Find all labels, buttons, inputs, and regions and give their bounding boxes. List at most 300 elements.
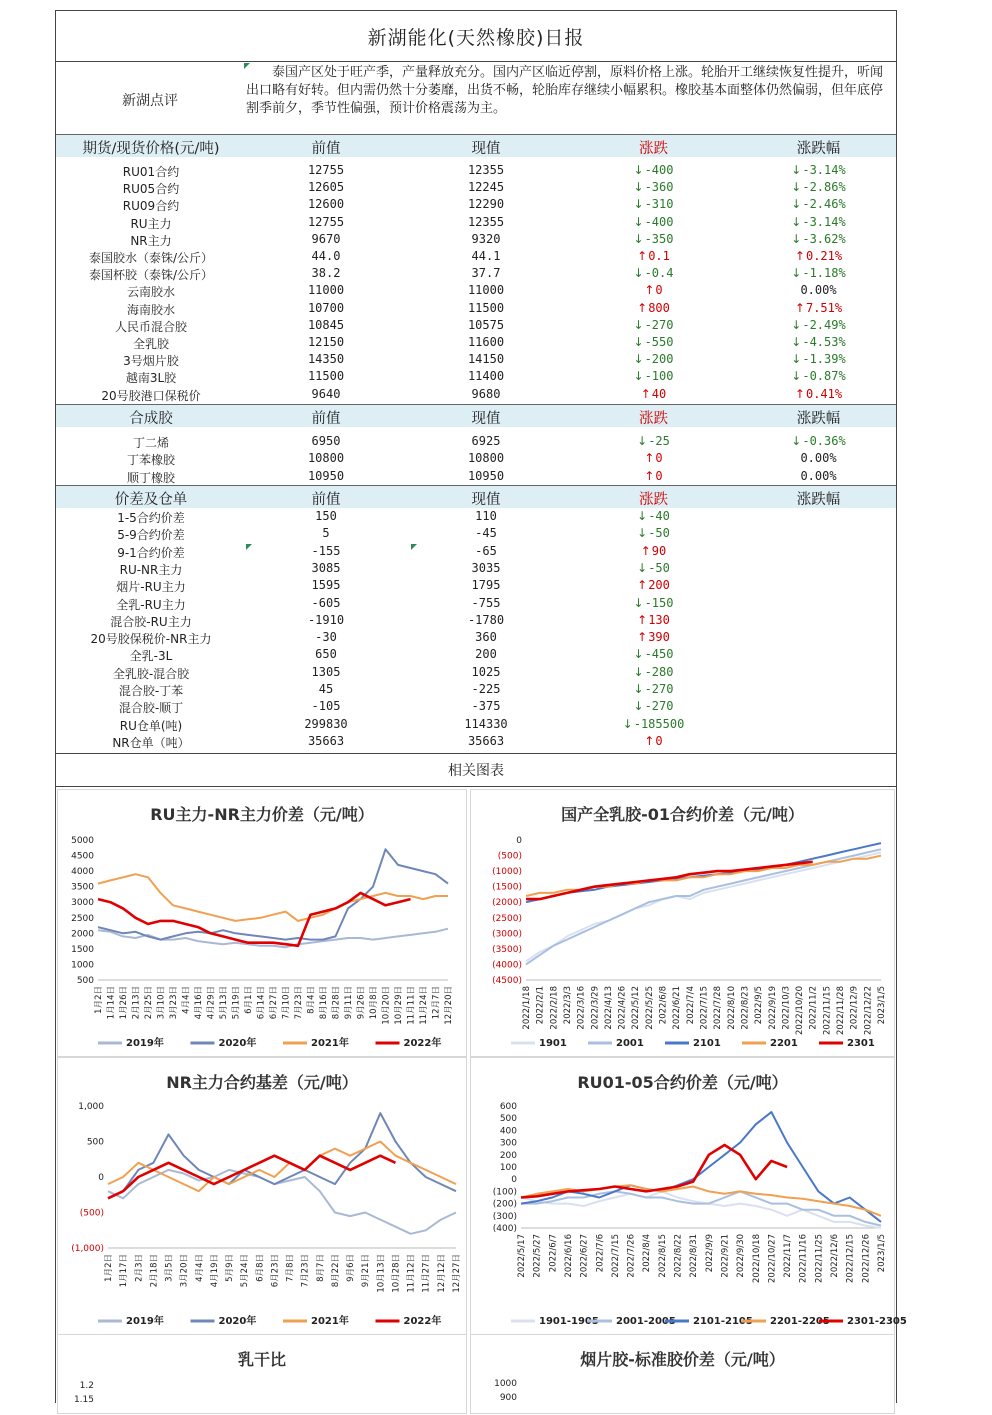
arrow-down-icon: ↓ (637, 434, 648, 448)
row-label: 海南胶水 (126, 302, 175, 317)
legend-label: 2101 (693, 1038, 721, 1049)
x-tick-label: 10月20日 (381, 986, 392, 1025)
legend-label: 1901-1905 (539, 1316, 599, 1327)
futures-row (56, 215, 896, 232)
row-label: 顺丁橡胶 (126, 470, 175, 485)
x-tick-label: 9月21日 (361, 1254, 372, 1288)
x-tick-label: 2022/12/9 (849, 986, 860, 1030)
chart-2 (470, 789, 895, 1057)
change-value: ↑200 (637, 578, 670, 593)
x-tick-label: 2022/7/28 (713, 986, 724, 1030)
y-tick-label: 1000 (71, 960, 94, 971)
curr-value: -1780 (467, 612, 505, 627)
curr-value: 12355 (467, 214, 505, 229)
synthetic-row (56, 434, 896, 451)
prev-value: -155 (311, 543, 341, 558)
spreads-row (56, 717, 896, 734)
x-tick-label: 5月13日 (219, 986, 229, 1020)
change-value: ↓-50 (637, 526, 670, 541)
y-tick-label: 900 (499, 1393, 517, 1403)
x-tick-label: 1月17日 (119, 1254, 130, 1288)
row-label: 烟片-RU主力 (116, 580, 186, 595)
spreads-row (56, 544, 896, 561)
x-tick-label: 2022/2/18 (549, 986, 560, 1030)
curr-value: 114330 (464, 716, 508, 731)
prev-value: -605 (311, 595, 341, 610)
x-tick-label: 2022/7/4 (685, 986, 696, 1025)
x-tick-label: 9月11日 (344, 986, 354, 1020)
y-tick-label: (4000) (492, 960, 522, 971)
change-value: ↑800 (637, 300, 670, 315)
arrow-down-icon: ↓ (791, 369, 802, 384)
prev-value: 44.0 (311, 249, 341, 263)
prev-value: 3085 (311, 560, 341, 575)
change-value: ↓-40 (637, 509, 670, 523)
row-label: 全乳胶-混合胶 (112, 666, 190, 681)
curr-value: -225 (471, 682, 501, 696)
x-tick-label: 9月26日 (356, 986, 367, 1020)
y-tick-label: 1500 (71, 944, 94, 955)
arrow-down-icon: ↓ (791, 434, 802, 448)
arrow-down-icon: ↓ (791, 214, 802, 229)
change-value: ↓-350 (633, 231, 674, 246)
arrow-down-icon: ↓ (633, 163, 644, 177)
arrow-down-icon: ↓ (633, 682, 644, 696)
change-pct: ↓-2.86% (791, 180, 846, 195)
x-tick-label: 2022/11/25 (814, 1234, 825, 1283)
prev-value: -30 (315, 630, 337, 645)
row-label: 泰国胶水（泰铢/公斤） (88, 251, 214, 265)
chart-title: RU主力-NR主力价差（元/吨） (150, 805, 374, 824)
prev-value: 10800 (307, 451, 345, 466)
x-tick-label: 7月8日 (285, 1254, 296, 1282)
arrow-down-icon: ↓ (791, 197, 802, 212)
legend-label: 2022年 (403, 1316, 442, 1327)
y-tick-label: 100 (499, 1163, 517, 1173)
spreads-row (56, 734, 896, 751)
arrow-down-icon: ↓ (633, 197, 644, 212)
futures-header-row (56, 134, 896, 157)
y-tick-label: 3500 (71, 882, 94, 893)
change-value: ↑0 (644, 451, 663, 466)
arrow-up-icon: ↑ (794, 300, 805, 315)
change-pct: 0.00% (800, 283, 837, 298)
row-label: 全乳-RU主力 (116, 597, 186, 612)
row-label: 全乳-3L (129, 649, 173, 664)
row-label: 混合胶-RU主力 (110, 614, 192, 629)
change-value: ↓-310 (633, 197, 674, 212)
change-pct: ↑0.41% (794, 386, 843, 401)
chart-svg (58, 1058, 468, 1336)
x-tick-label: 2022/9/30 (736, 1234, 747, 1278)
spreads-header-1: 前值 (311, 492, 341, 508)
x-tick-label: 8月4日 (306, 986, 317, 1014)
change-pct: ↓-1.18% (791, 266, 846, 281)
futures-row (56, 387, 896, 404)
x-tick-label: 8月7日 (315, 1254, 326, 1282)
prev-value: 1305 (311, 664, 341, 679)
synthetic-header-row (56, 404, 896, 427)
legend-label: 2020年 (218, 1316, 257, 1327)
x-tick-label: 2022/7/15 (610, 1234, 621, 1278)
x-tick-label: 3月20日 (179, 1254, 190, 1288)
change-value: ↑0 (644, 733, 663, 748)
change-pct: ↓-3.14% (791, 163, 846, 177)
spreads-header-2: 现值 (471, 492, 501, 508)
change-value: ↓-270 (633, 699, 674, 714)
arrow-down-icon: ↓ (637, 560, 648, 575)
curr-value: 11600 (467, 335, 505, 349)
futures-row (56, 163, 896, 180)
chart-title: NR主力合约基差（元/吨） (166, 1073, 358, 1092)
series-line (526, 852, 881, 961)
futures-header-1: 前值 (311, 141, 341, 157)
change-pct: ↓-4.53% (791, 335, 846, 349)
change-value: ↓-25 (637, 434, 670, 448)
synthetic-header-2: 现值 (471, 411, 501, 427)
y-tick-label: (500) (79, 1208, 104, 1219)
row-label: 丁苯橡胶 (126, 453, 175, 468)
curr-value: 12355 (467, 163, 505, 177)
x-tick-label: 11月11日 (406, 986, 417, 1025)
y-tick-label: 500 (499, 1114, 517, 1125)
y-tick-label: (300) (492, 1211, 517, 1222)
curr-value: -375 (471, 699, 501, 714)
x-tick-label: 3月5日 (164, 1254, 175, 1282)
spreads-row (56, 509, 896, 526)
x-tick-label: 2022/12/15 (845, 1234, 856, 1283)
x-tick-label: 2月3日 (134, 1254, 145, 1282)
chart-5 (57, 1334, 467, 1414)
x-tick-label: 3月10日 (156, 986, 167, 1020)
prev-value: 11000 (307, 283, 345, 298)
curr-value: 360 (475, 630, 497, 645)
x-tick-label: 2022/5/27 (532, 1234, 543, 1278)
spreads-header-4: 涨跌幅 (796, 492, 841, 508)
prev-value: 9670 (311, 231, 341, 246)
y-tick-label: (3500) (492, 944, 522, 955)
y-tick-label: 500 (76, 976, 94, 986)
prev-value: 45 (318, 682, 334, 696)
report-title: 新湖能化(天然橡胶)日报 (56, 11, 896, 62)
arrow-up-icon: ↑ (644, 733, 655, 748)
y-tick-label: 5000 (71, 836, 94, 846)
row-label: 越南3L胶 (125, 371, 177, 386)
x-tick-label: 8月28日 (331, 986, 342, 1020)
curr-value: 35663 (467, 733, 505, 748)
futures-row (56, 180, 896, 197)
chart-svg (471, 790, 896, 1058)
chart-svg (58, 1335, 468, 1415)
legend-label: 2019年 (126, 1038, 164, 1049)
change-value: ↓-50 (637, 560, 670, 575)
chart-title: 乳干比 (237, 1350, 286, 1369)
x-tick-label: 1月2日 (94, 986, 104, 1014)
arrow-up-icon: ↑ (640, 543, 651, 558)
x-tick-label: 3月23日 (169, 986, 179, 1020)
curr-value: 110 (475, 509, 497, 523)
legend-label: 2301 (847, 1038, 875, 1049)
change-value: ↓-360 (633, 180, 674, 195)
arrow-down-icon: ↓ (633, 214, 644, 229)
spreads-header-row (56, 485, 896, 508)
x-tick-label: 2022/4/13 (603, 986, 614, 1030)
y-tick-label: (2500) (492, 913, 522, 924)
arrow-down-icon: ↓ (791, 266, 802, 281)
y-tick-label: 1.2 (79, 1381, 94, 1391)
arrow-down-icon: ↓ (633, 699, 644, 714)
series-line (98, 874, 448, 921)
curr-value: 44.1 (471, 249, 501, 263)
futures-row (56, 283, 896, 300)
x-tick-label: 2022/8/31 (689, 1234, 700, 1278)
synthetic-row (56, 469, 896, 486)
prev-value: 299830 (304, 716, 348, 731)
row-label: 混合胶-丁苯 (118, 684, 184, 698)
synthetic-header-4: 涨跌幅 (796, 411, 841, 427)
x-tick-label: 12月27日 (452, 1254, 462, 1293)
curr-value: 1025 (471, 664, 501, 679)
chart-svg (471, 1058, 907, 1336)
arrow-up-icon: ↑ (640, 386, 651, 401)
x-tick-label: 2022/7/15 (699, 986, 710, 1030)
row-label: 混合胶-顺丁 (118, 701, 184, 716)
prev-value: 10845 (307, 317, 345, 332)
spreads-header-3: 涨跌 (639, 492, 668, 508)
y-tick-label: 0 (516, 836, 522, 846)
spreads-header-0: 价差及仓单 (114, 492, 188, 508)
curr-value: 11400 (467, 369, 505, 384)
arrow-up-icon: ↑ (637, 300, 648, 315)
spreads-row (56, 682, 896, 699)
arrow-down-icon: ↓ (791, 335, 802, 349)
change-value: ↑0 (644, 468, 663, 483)
legend-label: 2019年 (126, 1316, 164, 1327)
chart-4 (470, 1057, 907, 1335)
arrow-up-icon: ↑ (637, 630, 648, 645)
x-tick-label: 2022/10/3 (781, 986, 792, 1030)
spreads-row (56, 526, 896, 543)
curr-value: 11500 (467, 300, 505, 315)
y-tick-label: (1000) (492, 867, 522, 878)
arrow-up-icon: ↑ (644, 451, 655, 466)
row-label: NR仓单（吨） (112, 735, 190, 750)
legend-label: 1901 (539, 1038, 567, 1049)
x-tick-label: 2022/2/1 (535, 986, 546, 1025)
arrow-down-icon: ↓ (637, 526, 648, 541)
legend-label: 2101-2105 (693, 1316, 753, 1327)
spreads-row (56, 647, 896, 664)
spreads-row (56, 596, 896, 613)
x-tick-label: 2022/9/5 (754, 986, 765, 1025)
curr-value: 200 (475, 647, 497, 662)
prev-value: -1910 (307, 612, 345, 627)
chart-title: 国产全乳胶-01合约价差（元/吨） (561, 805, 804, 824)
synthetic-header-1: 前值 (311, 411, 341, 427)
row-label: 云南胶水 (126, 285, 175, 300)
x-tick-label: 2022/6/21 (672, 986, 683, 1030)
x-tick-label: 2022/9/9 (704, 1234, 715, 1273)
change-pct: 0.00% (800, 451, 837, 466)
y-tick-label: (400) (492, 1224, 517, 1234)
prev-value: 650 (315, 647, 337, 662)
y-tick-label: (2000) (492, 898, 522, 909)
y-tick-label: 600 (499, 1102, 517, 1112)
x-tick-label: 4月4日 (194, 1254, 205, 1282)
x-tick-label: 12月12日 (436, 1254, 447, 1293)
row-label: NR主力 (130, 233, 172, 248)
spreads-row (56, 699, 896, 716)
curr-value: 14150 (467, 352, 505, 367)
x-tick-label: 2022/6/8 (658, 986, 669, 1025)
change-pct: ↓-1.39% (791, 352, 846, 367)
change-value: ↑390 (637, 630, 670, 645)
prev-value: 12150 (307, 335, 345, 349)
x-tick-label: 2022/11/2 (808, 986, 819, 1030)
x-tick-label: 2022/8/10 (726, 986, 737, 1030)
x-tick-label: 6月27日 (269, 986, 279, 1020)
comment-text: 泰国产区处于旺产季，产量释放充分。国内产区临近停割，原料价格上涨。轮胎开工继续恢复性提升，听闻出口略有好转。但内需仍然十分萎靡，出货不畅，轮胎库存继续小幅累积。橡胶基本面整体仍然偏弱，但年底停割季前夕，季节性偏强，预计价格震荡为主。 (246, 65, 884, 116)
row-label: 5-9合约价差 (117, 528, 185, 543)
arrow-down-icon: ↓ (633, 647, 644, 662)
x-tick-label: 10月8日 (369, 986, 379, 1020)
chart-svg (471, 1335, 896, 1415)
row-label: RU01合约 (122, 165, 180, 179)
curr-value: 11000 (467, 283, 505, 298)
curr-value: 9320 (471, 231, 501, 246)
x-tick-label: 2022/1/18 (522, 986, 532, 1030)
arrow-down-icon: ↓ (633, 266, 644, 281)
prev-value: 12755 (307, 163, 345, 177)
x-tick-label: 2022/8/22 (673, 1234, 684, 1278)
arrow-down-icon: ↓ (633, 352, 644, 367)
change-value: ↓-200 (633, 352, 674, 367)
arrow-up-icon: ↑ (644, 468, 655, 483)
change-value: ↓-280 (633, 664, 674, 679)
arrow-up-icon: ↑ (644, 283, 655, 298)
x-tick-label: 2022/7/26 (626, 1234, 637, 1278)
x-tick-label: 2022/8/4 (642, 1234, 653, 1273)
futures-header-3: 涨跌 (639, 141, 668, 157)
x-tick-label: 2022/8/23 (740, 986, 751, 1030)
arrow-down-icon: ↓ (633, 335, 644, 349)
row-label: 20号胶港口保税价 (101, 388, 201, 403)
change-value: ↓-400 (633, 214, 674, 229)
change-pct: ↓-2.49% (791, 317, 846, 332)
cell-note-marker (246, 544, 252, 550)
x-tick-label: 2月13日 (131, 986, 142, 1020)
y-tick-label: 1000 (494, 1379, 517, 1389)
y-tick-label: (3000) (492, 929, 522, 940)
arrow-down-icon: ↓ (633, 317, 644, 332)
change-pct: ↑7.51% (794, 300, 843, 315)
x-tick-label: 2022/4/26 (617, 986, 628, 1030)
arrow-down-icon: ↓ (622, 716, 633, 731)
y-tick-label: 0 (98, 1173, 104, 1183)
curr-value: 10950 (467, 468, 505, 483)
x-tick-label: 11月12日 (406, 1254, 417, 1293)
futures-row (56, 249, 896, 266)
x-tick-label: 2月18日 (149, 1254, 160, 1288)
y-tick-label: (100) (492, 1187, 517, 1198)
x-tick-label: 2022/9/19 (767, 986, 778, 1030)
series-line (526, 849, 881, 964)
prev-value: 1595 (311, 578, 341, 593)
change-value: ↑130 (637, 612, 670, 627)
spreads-row (56, 561, 896, 578)
x-tick-label: 5月24日 (240, 1254, 251, 1288)
prev-value: 11500 (307, 369, 345, 384)
x-tick-label: 2022/10/18 (751, 1234, 762, 1283)
chart-title: RU01-05合约价差（元/吨） (577, 1073, 788, 1092)
x-tick-label: 2022/11/16 (798, 1234, 809, 1283)
x-tick-label: 4月4日 (181, 986, 192, 1014)
x-tick-label: 6月14日 (256, 986, 267, 1020)
x-tick-label: 2022/8/15 (657, 1234, 668, 1278)
futures-row (56, 232, 896, 249)
curr-value: 12290 (467, 197, 505, 212)
x-tick-label: 2022/5/12 (631, 986, 642, 1030)
x-tick-label: 2022/10/27 (767, 1234, 778, 1283)
x-tick-label: 6月1日 (244, 986, 254, 1014)
legend-label: 2020年 (218, 1038, 257, 1049)
x-tick-label: 10月13日 (376, 1254, 387, 1293)
prev-value: 9640 (311, 386, 341, 401)
legend-label: 2021年 (311, 1038, 349, 1049)
x-tick-label: 11月27日 (421, 1254, 432, 1293)
legend-label: 2201-2205 (770, 1316, 830, 1327)
change-value: ↑40 (640, 386, 667, 401)
change-value: ↓-185500 (622, 716, 685, 731)
spreads-row (56, 578, 896, 595)
futures-row (56, 335, 896, 352)
change-value: ↓-100 (633, 369, 674, 384)
curr-value: -65 (475, 543, 497, 558)
curr-value: 10575 (467, 317, 505, 332)
y-tick-label: 4000 (71, 867, 94, 878)
x-tick-label: 2023/1/5 (877, 986, 887, 1025)
x-tick-label: 2022/11/28 (836, 986, 847, 1035)
change-value: ↑90 (640, 543, 667, 558)
arrow-up-icon: ↑ (637, 249, 648, 263)
arrow-down-icon: ↓ (791, 180, 802, 195)
arrow-down-icon: ↓ (633, 595, 644, 610)
x-tick-label: 2022/12/26 (861, 1234, 872, 1283)
legend-label: 2001 (616, 1038, 644, 1049)
arrow-down-icon: ↓ (633, 231, 644, 246)
arrow-up-icon: ↑ (637, 612, 648, 627)
y-tick-label: 200 (499, 1150, 517, 1161)
chart-3 (57, 1057, 467, 1335)
x-tick-label: 2022/5/17 (517, 1234, 527, 1278)
curr-value: 9680 (471, 386, 501, 401)
y-tick-label: 3000 (71, 898, 94, 909)
chart-svg (58, 790, 468, 1058)
change-value: ↓-0.4 (633, 266, 674, 281)
series-line (108, 1113, 456, 1198)
spreads-row (56, 630, 896, 647)
x-tick-label: 2022/3/16 (576, 986, 587, 1030)
prev-value: 35663 (307, 733, 345, 748)
row-label: RU主力 (130, 216, 172, 231)
change-value: ↓-270 (633, 682, 674, 696)
curr-value: -755 (471, 595, 501, 610)
x-tick-label: 11月24日 (419, 986, 429, 1025)
arrow-down-icon: ↓ (633, 369, 644, 384)
row-label: 9-1合约价差 (117, 545, 185, 560)
x-tick-label: 2022/6/7 (548, 1234, 559, 1273)
prev-value: 12600 (307, 197, 345, 212)
